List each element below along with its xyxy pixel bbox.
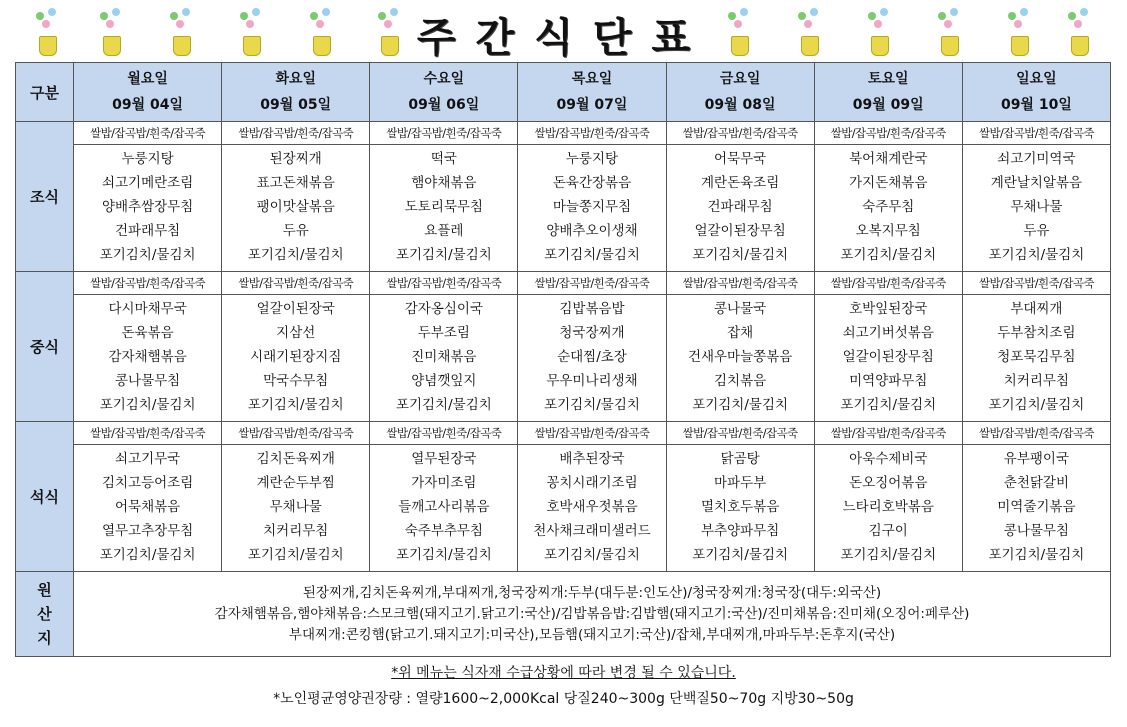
menu-item: 돈오징어볶음 bbox=[849, 475, 928, 491]
staple-options: 쌀밥/잡곡밥/흰죽/잡곡죽 bbox=[815, 422, 962, 445]
day-header: 일요일 09월 10일 bbox=[962, 63, 1110, 122]
menu-item: 김치볶음 bbox=[714, 373, 767, 389]
staple-options: 쌀밥/잡곡밥/흰죽/잡곡죽 bbox=[370, 422, 517, 445]
menu-cell bbox=[962, 272, 1110, 422]
menu-item: 포기김치/물김치 bbox=[840, 547, 937, 563]
menu-item: 미역양파무침 bbox=[849, 373, 928, 389]
menu-item: 어묵채볶음 bbox=[115, 499, 181, 515]
staple-options: 쌀밥/잡곡밥/흰죽/잡곡죽 bbox=[74, 422, 221, 445]
meal-row bbox=[16, 122, 1111, 272]
menu-item: 호박잎된장국 bbox=[849, 301, 928, 317]
menu-item: 포기김치/물김치 bbox=[692, 547, 789, 563]
menu-item: 감자채햄볶음 bbox=[108, 349, 187, 365]
menu-item: 치커리무침 bbox=[1003, 373, 1069, 389]
staple-options: 쌀밥/잡곡밥/흰죽/잡곡죽 bbox=[815, 272, 962, 295]
menu-item: 콩나물국 bbox=[714, 301, 767, 317]
menu-item: 가지돈채볶음 bbox=[849, 175, 928, 191]
menu-item: 계란날치알볶음 bbox=[990, 175, 1083, 191]
menu-item: 쇠고기메란조림 bbox=[101, 175, 194, 191]
menu-item: 계란돈육조림 bbox=[700, 175, 780, 191]
menu-table bbox=[15, 62, 1111, 657]
menu-item: 들깨고사리볶음 bbox=[398, 499, 490, 515]
menu-item: 건파래무침 bbox=[707, 199, 773, 215]
origin-text bbox=[74, 572, 1111, 657]
staple-options: 쌀밥/잡곡밥/흰죽/잡곡죽 bbox=[222, 422, 369, 445]
staple-options: 쌀밥/잡곡밥/흰죽/잡곡죽 bbox=[963, 122, 1110, 145]
menu-item: 미역줄기볶음 bbox=[997, 499, 1076, 515]
menu-item: 포기김치/물김치 bbox=[692, 247, 789, 263]
menu-item: 포기김치/물김치 bbox=[544, 247, 640, 263]
menu-item: 양배추쌈장무침 bbox=[101, 199, 194, 215]
meal-row bbox=[16, 422, 1111, 572]
menu-item: 건파래무침 bbox=[115, 223, 181, 239]
menu-cell bbox=[518, 422, 666, 572]
menu-item: 숙주부추무침 bbox=[404, 523, 483, 539]
menu-item: 잡채 bbox=[727, 325, 754, 341]
menu-item: 햄야채볶음 bbox=[411, 175, 477, 191]
menu-item: 돈육볶음 bbox=[121, 325, 174, 341]
day-header-row bbox=[16, 63, 1111, 122]
menu-item: 포기김치/물김치 bbox=[395, 547, 492, 563]
menu-cell bbox=[666, 122, 814, 272]
menu-item: 무채나물 bbox=[269, 499, 322, 515]
menu-cell bbox=[666, 272, 814, 422]
menu-item: 팽이맛살볶음 bbox=[256, 199, 335, 215]
menu-item: 두부참치조림 bbox=[997, 325, 1076, 341]
menu-item: 건새우마늘쫑볶음 bbox=[687, 349, 793, 365]
menu-item: 멸치호두볶음 bbox=[700, 499, 780, 515]
staple-options: 쌀밥/잡곡밥/흰죽/잡곡죽 bbox=[222, 272, 369, 295]
menu-item: 진미채볶음 bbox=[411, 349, 477, 365]
menu-item: 돈육간장볶음 bbox=[552, 175, 632, 191]
menu-item: 포기김치/물김치 bbox=[99, 397, 196, 413]
menu-item: 김구이 bbox=[868, 523, 908, 539]
menu-item: 춘천닭갈비 bbox=[1003, 475, 1069, 491]
day-header: 목요일 09월 07일 bbox=[518, 63, 666, 122]
menu-item: 누룽지탕 bbox=[121, 151, 174, 167]
menu-item: 도토리묵무침 bbox=[404, 199, 483, 215]
menu-cell bbox=[666, 422, 814, 572]
menu-cell bbox=[518, 272, 666, 422]
menu-item: 지삼선 bbox=[276, 325, 316, 341]
staple-options: 쌀밥/잡곡밥/흰죽/잡곡죽 bbox=[963, 272, 1110, 295]
menu-item: 열무고추장무침 bbox=[101, 523, 194, 539]
menu-item: 포기김치/물김치 bbox=[544, 397, 640, 413]
staple-options: 쌀밥/잡곡밥/흰죽/잡곡죽 bbox=[370, 272, 517, 295]
menu-item: 열무된장국 bbox=[411, 451, 477, 467]
menu-item: 양배추오이생채 bbox=[546, 223, 638, 239]
menu-item: 두유 bbox=[1023, 223, 1050, 239]
menu-cell bbox=[518, 122, 666, 272]
menu-item: 얼갈이된장무침 bbox=[842, 349, 934, 365]
staple-options: 쌀밥/잡곡밥/흰죽/잡곡죽 bbox=[667, 272, 814, 295]
menu-item: 시래기된장지짐 bbox=[250, 349, 342, 365]
menu-cell bbox=[962, 422, 1110, 572]
staple-options: 쌀밥/잡곡밥/흰죽/잡곡죽 bbox=[815, 122, 962, 145]
meal-label: 중식 bbox=[16, 272, 74, 422]
menu-item: 요플레 bbox=[424, 223, 464, 239]
menu-cell bbox=[222, 272, 370, 422]
menu-item: 어묵무국 bbox=[714, 151, 767, 167]
menu-item: 김치돈육찌개 bbox=[256, 451, 335, 467]
origin-row bbox=[16, 572, 1111, 657]
staple-options: 쌀밥/잡곡밥/흰죽/잡곡죽 bbox=[518, 122, 665, 145]
menu-item: 된장찌개 bbox=[269, 151, 322, 167]
menu-item: 호박새우젓볶음 bbox=[546, 499, 638, 515]
nutrition-note: *노인평균영양권장량 : 열량1600~2,000Kcal 당질240~300g 단백질50~70g 지방30~50g bbox=[273, 691, 854, 707]
menu-item: 포기김치/물김치 bbox=[99, 547, 196, 563]
menu-item: 포기김치/물김치 bbox=[247, 247, 344, 263]
menu-cell bbox=[370, 122, 518, 272]
menu-item: 포기김치/물김치 bbox=[247, 397, 344, 413]
gubun-header: 구분 bbox=[16, 63, 74, 122]
menu-cell bbox=[74, 122, 222, 272]
menu-item: 막국수무침 bbox=[263, 373, 329, 389]
menu-item: 포기김치/물김치 bbox=[988, 247, 1085, 263]
menu-item: 꽁치시래기조림 bbox=[546, 475, 638, 491]
menu-item: 청국장찌개 bbox=[559, 325, 625, 341]
menu-cell bbox=[962, 122, 1110, 272]
menu-item: 무채나물 bbox=[1010, 199, 1063, 215]
menu-change-note: *위 메뉴는 식자재 수급상황에 따라 변경 될 수 있습니다. bbox=[391, 665, 736, 681]
menu-item: 청포묵김무침 bbox=[997, 349, 1076, 365]
menu-cell bbox=[74, 272, 222, 422]
staple-options: 쌀밥/잡곡밥/흰죽/잡곡죽 bbox=[667, 122, 814, 145]
menu-item: 누룽지탕 bbox=[565, 151, 619, 167]
menu-item: 콩나물무침 bbox=[1003, 523, 1069, 539]
menu-item: 느타리호박볶음 bbox=[842, 499, 934, 515]
menu-item: 얼갈이된장무침 bbox=[694, 223, 786, 239]
staple-options: 쌀밥/잡곡밥/흰죽/잡곡죽 bbox=[667, 422, 814, 445]
menu-item: 계란순두부찜 bbox=[256, 475, 335, 491]
menu-item: 무우미나리생채 bbox=[546, 373, 638, 389]
menu-item: 순대찜/초장 bbox=[557, 349, 627, 365]
menu-item: 포기김치/물김치 bbox=[988, 547, 1085, 563]
menu-item: 감자옹심이국 bbox=[404, 301, 483, 317]
menu-item: 북어채계란국 bbox=[849, 151, 928, 167]
page-header bbox=[0, 0, 1127, 62]
staple-options: 쌀밥/잡곡밥/흰죽/잡곡죽 bbox=[518, 422, 665, 445]
menu-item: 마늘쫑지무침 bbox=[552, 199, 632, 215]
menu-item: 부추양파무침 bbox=[700, 523, 780, 539]
menu-cell bbox=[222, 422, 370, 572]
meal-label: 조식 bbox=[16, 122, 74, 272]
menu-item: 마파두부 bbox=[714, 475, 767, 491]
menu-item: 쇠고기무국 bbox=[115, 451, 181, 467]
menu-item: 양념깻잎지 bbox=[411, 373, 477, 389]
menu-item: 표고돈채볶음 bbox=[256, 175, 335, 191]
menu-item: 유부팽이국 bbox=[1003, 451, 1069, 467]
menu-item: 포기김치/물김치 bbox=[544, 547, 640, 563]
staple-options: 쌀밥/잡곡밥/흰죽/잡곡죽 bbox=[74, 122, 221, 145]
menu-cell bbox=[814, 122, 962, 272]
menu-item: 두유 bbox=[282, 223, 309, 239]
menu-item: 치커리무침 bbox=[263, 523, 329, 539]
menu-item: 포기김치/물김치 bbox=[988, 397, 1085, 413]
menu-item: 다시마채무국 bbox=[108, 301, 187, 317]
menu-cell bbox=[814, 422, 962, 572]
menu-item: 포기김치/물김치 bbox=[840, 247, 937, 263]
menu-item: 쇠고기버섯볶음 bbox=[842, 325, 934, 341]
meal-label: 석식 bbox=[16, 422, 74, 572]
menu-item: 오복지무침 bbox=[855, 223, 921, 239]
menu-cell bbox=[370, 422, 518, 572]
menu-item: 아욱수제비국 bbox=[849, 451, 928, 467]
menu-item: 포기김치/물김치 bbox=[840, 397, 937, 413]
day-header: 월요일 09월 04일 bbox=[74, 63, 222, 122]
menu-cell bbox=[370, 272, 518, 422]
meal-row bbox=[16, 272, 1111, 422]
menu-cell bbox=[222, 122, 370, 272]
menu-item: 닭곰탕 bbox=[720, 451, 760, 467]
staple-options: 쌀밥/잡곡밥/흰죽/잡곡죽 bbox=[74, 272, 221, 295]
menu-item: 포기김치/물김치 bbox=[692, 397, 789, 413]
menu-item: 포기김치/물김치 bbox=[395, 397, 492, 413]
origin-line: 부대찌개:콘킹햄(닭고기.돼지고기:미국산),모듬햄(돼지고기:국산)/잡채,부대찌개,마파두부:돈후지(국산) bbox=[288, 626, 896, 643]
origin-label: 원 산 지 bbox=[16, 572, 74, 657]
menu-item: 얼갈이된장국 bbox=[256, 301, 335, 317]
menu-item: 두부조림 bbox=[417, 325, 470, 341]
menu-item: 숙주무침 bbox=[862, 199, 915, 215]
day-header: 수요일 09월 06일 bbox=[370, 63, 518, 122]
menu-item: 포기김치/물김치 bbox=[99, 247, 196, 263]
day-header: 금요일 09월 08일 bbox=[666, 63, 814, 122]
staple-options: 쌀밥/잡곡밥/흰죽/잡곡죽 bbox=[518, 272, 665, 295]
menu-item: 콩나물무침 bbox=[115, 373, 181, 389]
page-title: 주간식단표 bbox=[416, 15, 711, 61]
origin-line: 감자채햄볶음,햄야채볶음:스모크햄(돼지고기.닭고기:국산)/김밥볶음밥:김밥햄(돼지고기:국산)/진미채볶음:진미채(오징어:페루산) bbox=[214, 605, 970, 622]
menu-item: 포기김치/물김치 bbox=[247, 547, 344, 563]
menu-item: 김치고등어조림 bbox=[101, 475, 194, 491]
menu-item: 천사채크래미샐러드 bbox=[533, 523, 651, 539]
day-header: 토요일 09월 09일 bbox=[814, 63, 962, 122]
menu-item: 김밥볶음밥 bbox=[559, 301, 625, 317]
day-header: 화요일 09월 05일 bbox=[222, 63, 370, 122]
menu-item: 포기김치/물김치 bbox=[395, 247, 492, 263]
menu-item: 떡국 bbox=[430, 151, 457, 167]
menu-item: 가자미조림 bbox=[411, 475, 477, 491]
staple-options: 쌀밥/잡곡밥/흰죽/잡곡죽 bbox=[222, 122, 369, 145]
staple-options: 쌀밥/잡곡밥/흰죽/잡곡죽 bbox=[963, 422, 1110, 445]
menu-cell bbox=[814, 272, 962, 422]
origin-line: 된장찌개,김치돈육찌개,부대찌개,청국장찌개:두부(대두분:인도산)/청국장찌개:청국장(대두:외국산) bbox=[302, 584, 882, 601]
menu-item: 쇠고기미역국 bbox=[997, 151, 1076, 167]
menu-item: 배추된장국 bbox=[559, 451, 625, 467]
staple-options: 쌀밥/잡곡밥/흰죽/잡곡죽 bbox=[370, 122, 517, 145]
menu-cell bbox=[74, 422, 222, 572]
menu-item: 부대찌개 bbox=[1010, 301, 1063, 317]
